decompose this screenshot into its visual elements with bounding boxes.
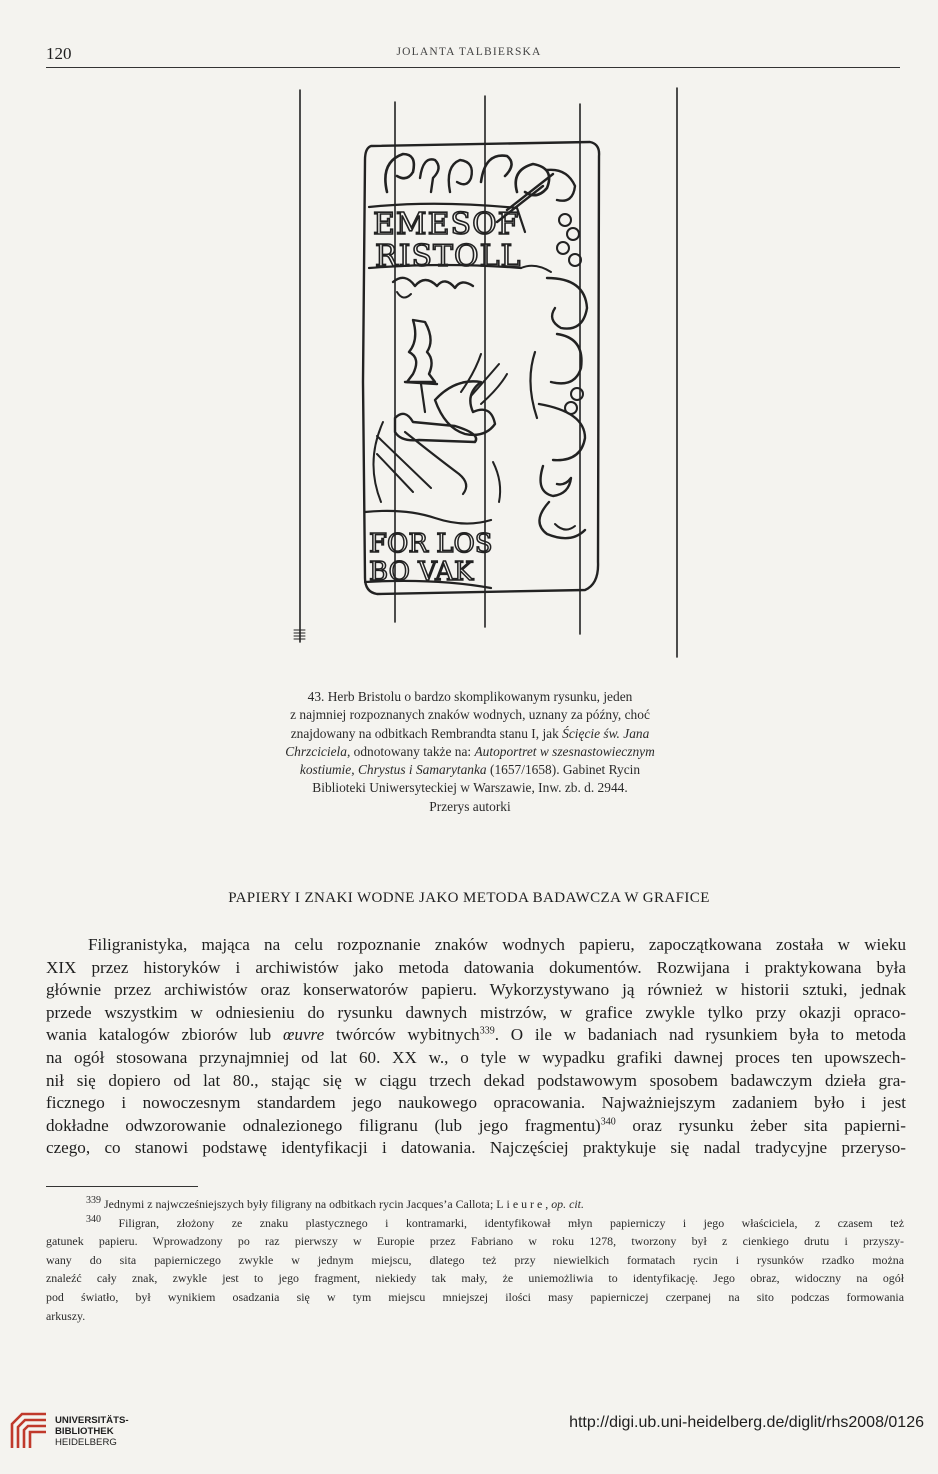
caption-italic-title: Autoportret w szesnastowiecznym: [474, 743, 655, 759]
footnote-line: arkuszy.: [46, 1308, 86, 1323]
caption-text: ,: [351, 762, 358, 778]
body-line: na ogół stosowana przynajmniej od lat 60. XX w., o tyle w wypadku grafiki dawnej proces ten upowszech-: [46, 1047, 906, 1067]
footnote-number: 339: [86, 1195, 101, 1207]
inscription-top-1: EMESOF: [373, 207, 520, 242]
footnote-line: znaleźć cały znak, zwykle jest to jego fragment, niekiedy tak mały, że uniemożliwia to identyfikację. Jego obraz, widoczny na ogół: [46, 1271, 904, 1286]
footnote-text: ,: [545, 1197, 552, 1211]
footnote-citation: op. cit.: [551, 1197, 584, 1211]
footnotes: [46, 1195, 904, 1325]
inscription-bottom-2: BO VAK: [369, 557, 474, 587]
body-text-run: oraz rysunku żeber sita papierni-: [615, 1115, 906, 1135]
page-number: 120: [46, 44, 72, 63]
caption-text: , odnotowany także na:: [346, 743, 475, 759]
body-line: przede wszystkim w odniesieniu do rysunku dawnych mistrzów, w grafice zwykle tylko przy okazji opraco-: [46, 1002, 906, 1022]
footnote-340: [46, 1214, 904, 1233]
footnote-line: pod światło, był wynikiem osadzania się w tym miejscu mniejszej ilości masy papierniczej czerpanej na sito podczas formowania: [46, 1289, 904, 1304]
footnote-line: gatunek papieru. Wprowadzony po raz pierwszy w Europie przez Fabriano w roku 1278, tworzony był z cienkiego drutu i przyszy-: [46, 1234, 904, 1249]
footnote-text: Jednymi z najwcześniejszych były filigrany na odbitkach rycin Jacques’a Callota;: [101, 1197, 497, 1211]
watermark-drawing-icon: [285, 82, 695, 662]
body-text-run: . O ile w badaniach nad rysunkiem była to metoda: [494, 1025, 906, 1045]
library-name-line: UNIVERSITÄTS-: [55, 1414, 129, 1426]
caption-line: z najmniej rozpoznanych znaków wodnych, uznany za późny, choć: [290, 707, 650, 723]
caption-italic-title: Ścięcie św. Jana: [562, 725, 650, 741]
footnote-number: 340: [86, 1213, 101, 1225]
running-head: JOLANTA TALBIERSKA: [396, 46, 542, 58]
library-logo-icon: [8, 1410, 50, 1452]
body-line: głównie przez archiwistów oraz konserwatorów papieru. Wykorzystywano ją również w historii sztuki, jednak: [46, 980, 906, 1000]
caption-line: Przerys autorki: [429, 798, 511, 814]
caption-italic-title: Chrzciciela: [285, 743, 347, 759]
caption-text: znajdowany na odbitkach Rembrandta stanu I, jak: [290, 725, 563, 741]
source-url-link[interactable]: http://digi.ub.uni-heidelberg.de/diglit/rhs2008/0126: [569, 1414, 924, 1431]
body-line: [46, 1115, 906, 1138]
footnote-reference[interactable]: 339: [479, 1025, 495, 1037]
caption-line: Biblioteki Uniwersyteckiej w Warszawie, Inw. zb. d. 2944.: [312, 780, 628, 796]
caption-line: [200, 725, 740, 743]
body-italic-term: œuvre: [283, 1025, 325, 1045]
watermark-figure: [285, 82, 695, 662]
body-text-run: dokładne odwzorowanie odnalezionego filigranu (lub jego fragmentu): [46, 1115, 601, 1135]
body-text-run: wania katalogów zbiorów lub: [46, 1025, 284, 1045]
body-line: ficznego i nowoczesnym standardem jego naukowego opracowania. Najważniejszym zadaniem było i jest: [46, 1093, 906, 1113]
footnote-line: wany do sita papierniczego zwykle w jednym miejscu, dlatego też przy niewielkich formatach rycin i rysunków rzadko można: [46, 1252, 904, 1267]
library-name-line: HEIDELBERG: [55, 1436, 117, 1448]
footnote-rule: [46, 1186, 198, 1187]
header-rule: [46, 67, 900, 68]
caption-line: [200, 761, 740, 779]
figure-caption: [200, 688, 740, 816]
caption-italic-title: kostiumie: [299, 762, 352, 778]
footnote-text: Filigran, złożony ze znaku plastycznego i kontramarki, identyfikował młyn papierniczy i jego właściciela, z czasem też: [101, 1215, 904, 1230]
body-line: Filigranistyka, mająca na celu rozpoznanie znaków wodnych papieru, zapoczątkowana została w wieku: [88, 935, 906, 954]
footnote-author: Lieure: [496, 1197, 546, 1211]
caption-italic-title: Chrystus i Samarytanka: [357, 762, 487, 778]
caption-line: [200, 743, 740, 761]
inscription-top-2: RISTOLL: [375, 239, 522, 274]
library-logo[interactable]: [8, 1410, 129, 1452]
inscription-bottom-1: FOR LOS: [369, 529, 493, 559]
library-name-line: BIBLIOTHEK: [55, 1425, 114, 1437]
body-paragraph: [46, 934, 906, 1160]
body-line: XIX przez historyków i archiwistów jako metoda datowania dokumentów. Rozwijana i praktykowana była: [46, 957, 906, 977]
caption-line: 43. Herb Bristolu o bardzo skomplikowanym rysunku, jeden: [307, 689, 633, 704]
body-text-run: twórców wybitnych: [324, 1025, 480, 1045]
section-heading: PAPIERY I ZNAKI WODNE JAKO METODA BADAWCZA W GRAFICE: [228, 890, 710, 906]
footnote-reference[interactable]: 340: [600, 1116, 616, 1128]
footnote-339: [46, 1195, 904, 1214]
body-line: czego, co stanowi podstawę identyfikacji i datowania. Najczęściej praktykuje się nadal tradycyjne przeryso-: [46, 1138, 906, 1158]
body-line: nił się dopiero od lat 80., stając się w ciągu trzech dekad podstawowym sposobem badawczym dzieła gra-: [46, 1070, 906, 1090]
library-name: [55, 1415, 129, 1448]
caption-text: (1657/1658). Gabinet Rycin: [486, 762, 641, 778]
body-line: [46, 1024, 906, 1047]
